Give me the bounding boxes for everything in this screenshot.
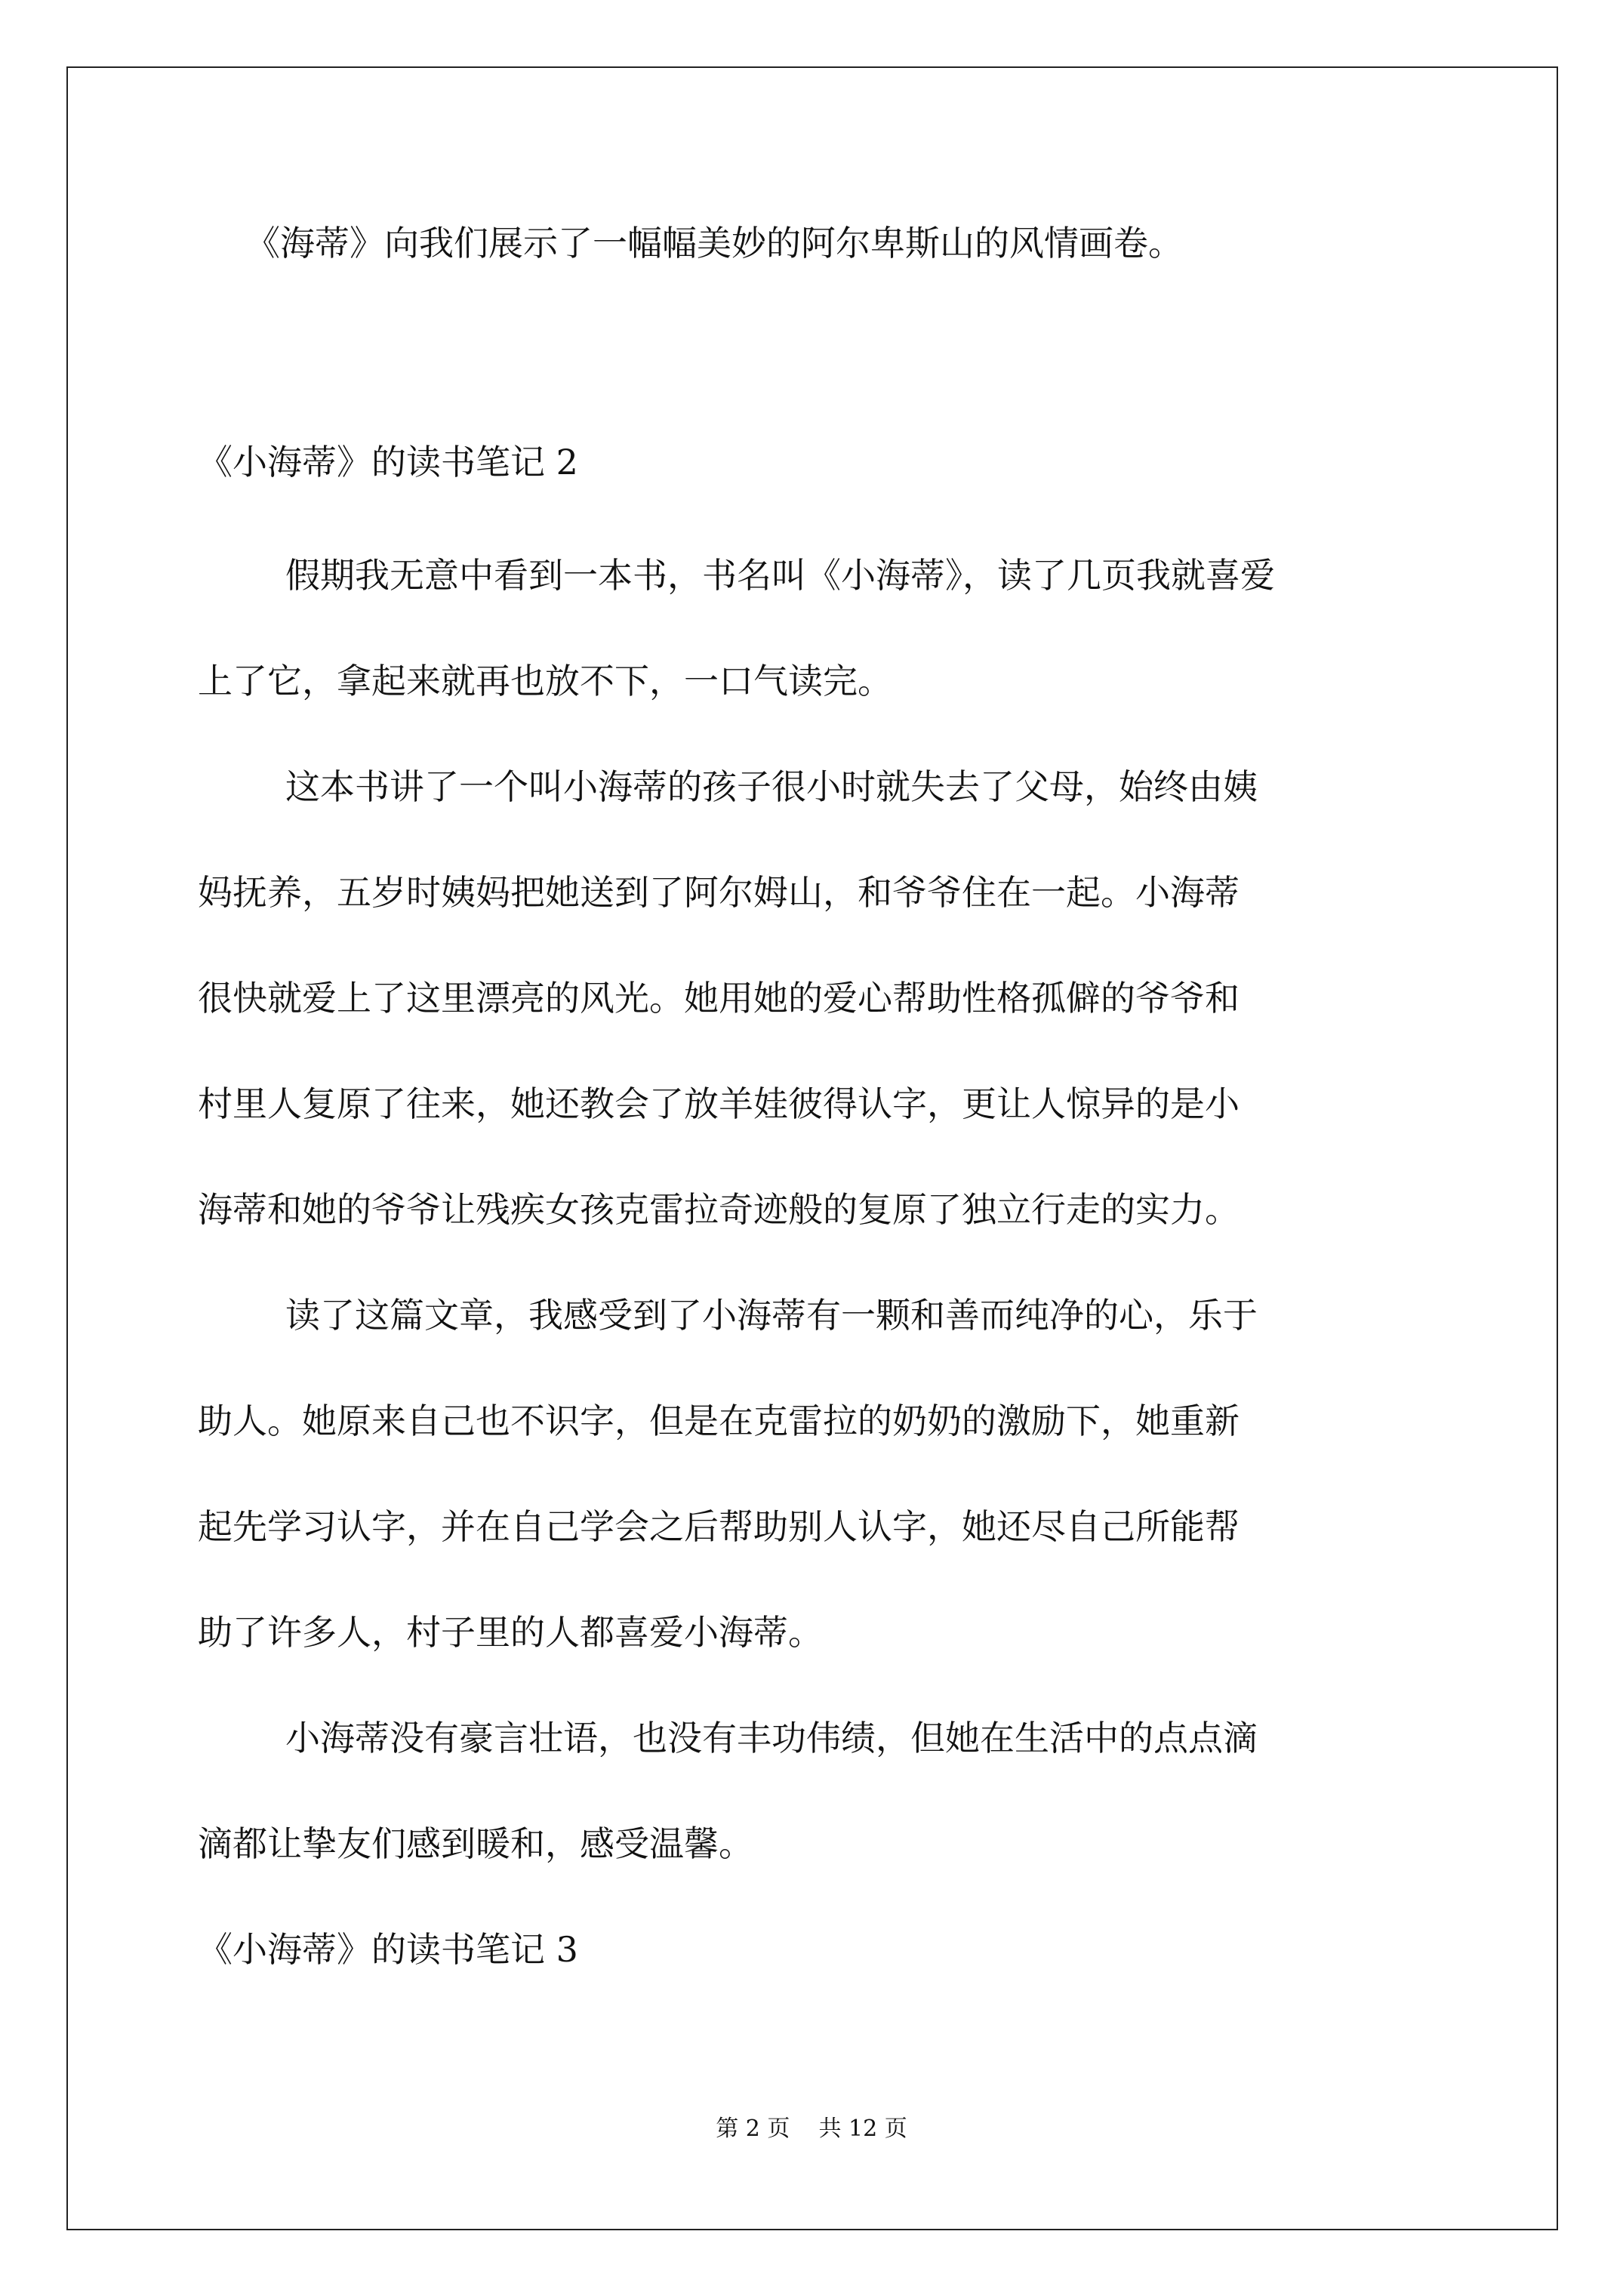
paragraph-line: 这本书讲了一个叫小海蒂的孩子很小时就失去了父母，始终由姨 <box>285 766 1258 807</box>
paragraph-line: 上了它，拿起来就再也放不下，一口气读完。 <box>198 661 892 701</box>
paragraph-line: 滴都让挚友们感到暖和，感受温馨。 <box>198 1823 753 1864</box>
page-number-footer: 第 2 页 共 12 页 <box>716 2116 907 2142</box>
paragraph-line: 起先学习认字，并在自己学会之后帮助别人认字，她还尽自己所能帮 <box>198 1506 1240 1547</box>
intro-sentence: 《海蒂》向我们展示了一幅幅美妙的阿尔卑斯山的风情画卷。 <box>245 223 1183 264</box>
page-border <box>66 66 1558 2230</box>
paragraph-line: 很快就爱上了这里漂亮的风光。她用她的爱心帮助性格孤僻的爷爷和 <box>198 978 1240 1019</box>
paragraph-line: 海蒂和她的爷爷让残疾女孩克雷拉奇迹般的复原了独立行走的实力。 <box>198 1189 1240 1230</box>
section-heading-3: 《小海蒂》的读书笔记 3 <box>198 1929 578 1970</box>
paragraph-line: 妈抚养，五岁时姨妈把她送到了阿尔姆山，和爷爷住在一起。小海蒂 <box>198 872 1240 913</box>
paragraph-line: 小海蒂没有豪言壮语，也没有丰功伟绩，但她在生活中的点点滴 <box>285 1718 1258 1758</box>
paragraph-line: 助人。她原来自己也不识字，但是在克雷拉的奶奶的激励下，她重新 <box>198 1401 1240 1441</box>
section-heading-2: 《小海蒂》的读书笔记 2 <box>198 442 578 482</box>
paragraph-line: 假期我无意中看到一本书，书名叫《小海蒂》，读了几页我就喜爱 <box>285 555 1275 596</box>
paragraph-line: 村里人复原了往来，她还教会了放羊娃彼得认字，更让人惊异的是小 <box>198 1083 1240 1124</box>
paragraph-line: 助了许多人，村子里的人都喜爱小海蒂。 <box>198 1612 823 1653</box>
paragraph-line: 读了这篇文章，我感受到了小海蒂有一颗和善而纯净的心，乐于 <box>285 1295 1258 1336</box>
